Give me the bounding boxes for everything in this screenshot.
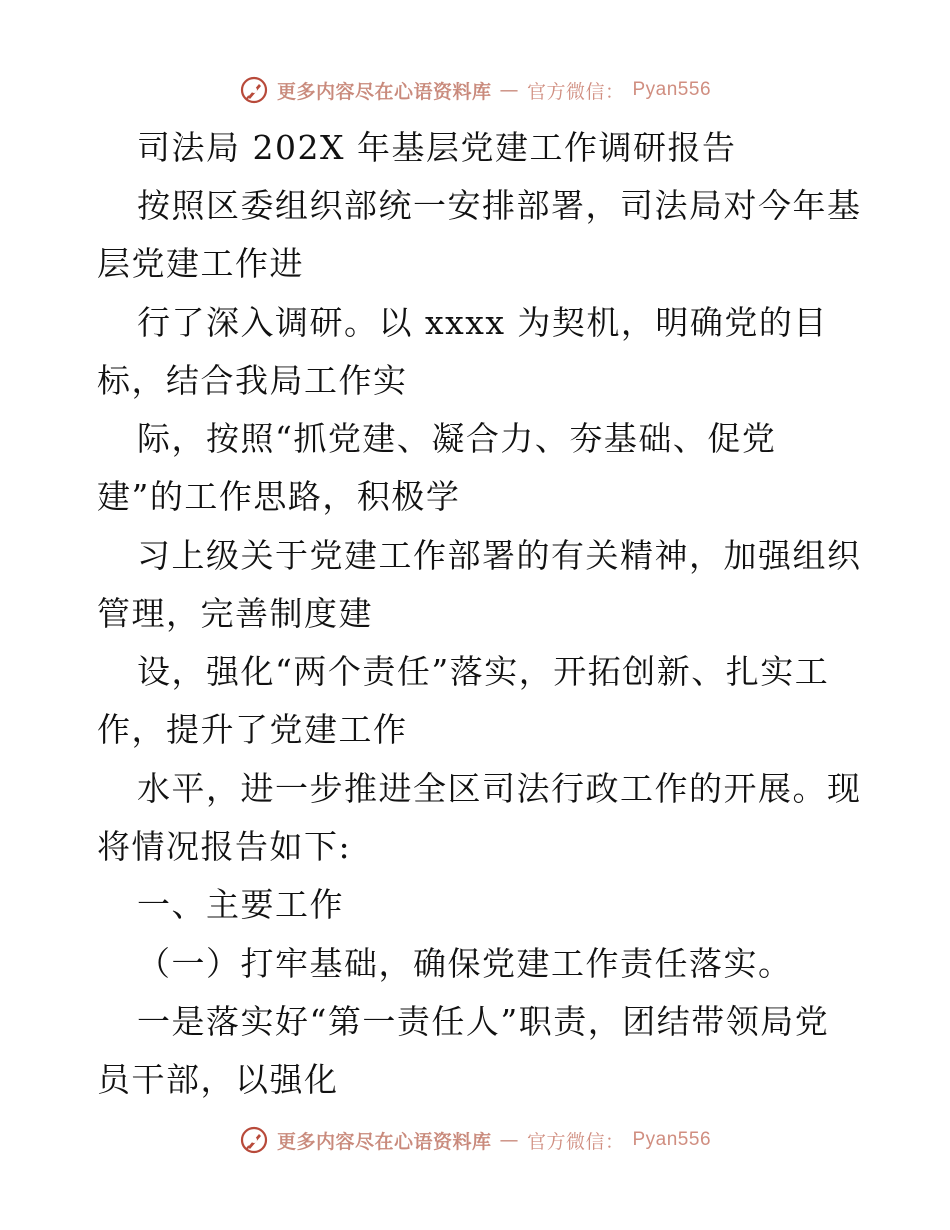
paragraph-line: 水平，进一步推进全区司法行政工作的开展。现 bbox=[137, 769, 862, 808]
paragraph-line: 建”的工作思路，积极学 bbox=[97, 477, 461, 516]
paragraph-line: 设，强化“两个责任”落实，开拓创新、扎实工 bbox=[137, 652, 830, 691]
section-heading: 一、主要工作 bbox=[137, 885, 344, 924]
paragraph-line: 标，结合我局工作实 bbox=[97, 361, 408, 400]
banner-wechat-id: Pyan556 bbox=[632, 1129, 712, 1150]
document-title: 司法局 202X 年基层党建工作调研报告 bbox=[137, 128, 737, 167]
quill-logo-icon bbox=[239, 75, 269, 105]
banner-wechat-label: 官方微信： bbox=[526, 1130, 625, 1153]
banner-dash: — bbox=[499, 79, 519, 101]
banner-wechat-id: Pyan556 bbox=[632, 79, 712, 100]
banner-main-text: 更多内容尽在心语资料库 bbox=[276, 80, 492, 103]
footer-watermark-banner bbox=[0, 1120, 950, 1160]
paragraph-line: 作，提升了党建工作 bbox=[97, 710, 408, 749]
quill-logo-icon bbox=[239, 1125, 269, 1155]
paragraph-line: 习上级关于党建工作部署的有关精神，加强组织 bbox=[137, 536, 862, 575]
paragraph-line: 将情况报告如下: bbox=[97, 827, 352, 866]
paragraph-line: 际，按照“抓党建、凝合力、夯基础、促党 bbox=[137, 419, 777, 458]
banner-dash: — bbox=[499, 1129, 519, 1151]
banner-wechat-label: 官方微信： bbox=[526, 80, 625, 103]
subsection-heading: （一）打牢基础，确保党建工作责任落实。 bbox=[137, 944, 793, 983]
paragraph-line: 层党建工作进 bbox=[97, 244, 304, 283]
header-watermark-banner bbox=[0, 70, 950, 110]
paragraph-line: 管理，完善制度建 bbox=[97, 594, 373, 633]
banner-main-text: 更多内容尽在心语资料库 bbox=[276, 1130, 492, 1153]
paragraph-line: 按照区委组织部统一安排部署，司法局对今年基 bbox=[137, 186, 862, 225]
paragraph-line: 员干部，以强化 bbox=[97, 1060, 339, 1099]
paragraph-line: 一是落实好“第一责任人”职责，团结带领局党 bbox=[137, 1002, 830, 1041]
paragraph-line: 行了深入调研。以 xxxx 为契机，明确党的目 bbox=[137, 303, 828, 342]
